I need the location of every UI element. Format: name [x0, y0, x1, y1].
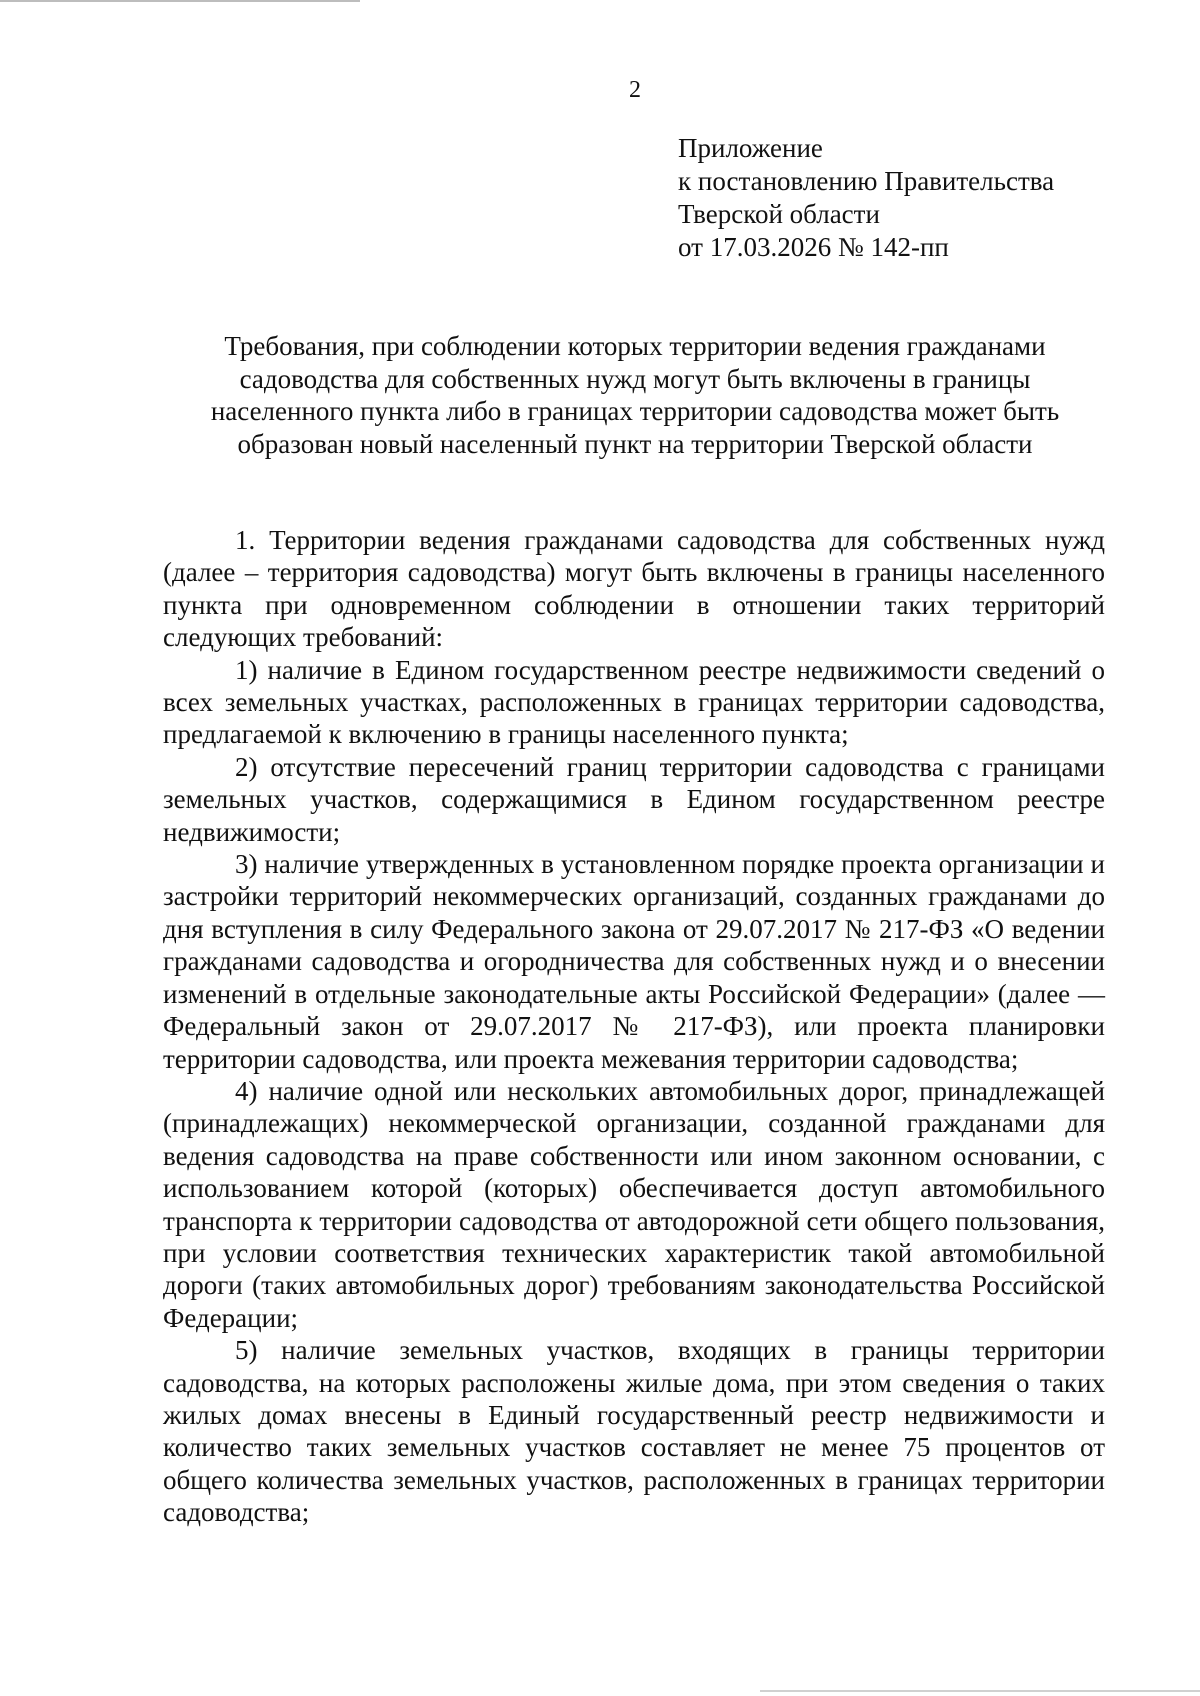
paragraph-1: 1. Территории ведения гражданами садоводства для собственных нужд (далее – территория садоводства) могут быть включены в границы населенного пункта при одновременном соблюдении в отношении таких территорий следующих требований: [163, 525, 1105, 653]
appendix-resolution: к постановлению Правительства [678, 166, 1055, 196]
scan-edge-bottom [760, 1690, 1200, 1692]
scan-edge-top [0, 0, 360, 2]
appendix-date-number: от 17.03.2026 № 142-пп [678, 232, 949, 262]
document-title: Требования, при соблюдении которых территории ведения гражданами садоводства для собственных нужд могут быть включены в границы населенного пункта либо в границах территории садоводства может быть образован новый населенный пункт на территории Тверской области [210, 331, 1060, 459]
page-number: 2 [629, 77, 641, 103]
appendix-label: Приложение [678, 133, 823, 163]
appendix-region: Тверской области [678, 199, 880, 229]
requirement-5: 5) наличие земельных участков, входящих в границы территории садоводства, на которых расположены жилые дома, при этом сведения о таких жилых домах внесены в Единый государственный реестр недвижимости и количество таких земельных участков составляет не менее 75 процентов от общего количества земельных участков, расположенных в границах территории садоводства; [163, 1335, 1105, 1528]
requirement-1: 1) наличие в Едином государственном реестре недвижимости сведений о всех земельных участках, расположенных в границах территории садоводства, предлагаемой к включению в границы населенного пункта; [163, 654, 1105, 750]
document-body [163, 524, 1105, 1529]
appendix-block [678, 132, 1178, 264]
requirement-4: 4) наличие одной или нескольких автомобильных дорог, принадлежащей (принадлежащих) некоммерческой организации, созданной гражданами для ведения садоводства на праве собственности или ином законном основании, с использованием которой (которых) обеспечивается доступ автомобильного транспорта к территории садоводства от автодорожной сети общего пользования, при условии соответствия технических характеристик такой автомобильной дороги (таких автомобильных дорог) требованиям законодательства Российской Федерации; [163, 1075, 1105, 1333]
requirement-2: 2) отсутствие пересечений границ территории садоводства с границами земельных участков, содержащимися в Едином государственном реестре недвижимости; [163, 751, 1105, 847]
requirement-3: 3) наличие утвержденных в установленном порядке проекта организации и застройки территорий некоммерческих организаций, созданных гражданами до дня вступления в силу Федерального закона от 29.07.2017 № 217-ФЗ «О ведении гражданами садоводства и огородничества для собственных нужд и о внесении изменений в отдельные законодательные акты Российской Федерации» (далее — Федеральный закон от 29.07.2017 № 217-ФЗ), или проекта планировки территории садоводства, или проекта межевания территории садоводства; [163, 849, 1105, 1074]
